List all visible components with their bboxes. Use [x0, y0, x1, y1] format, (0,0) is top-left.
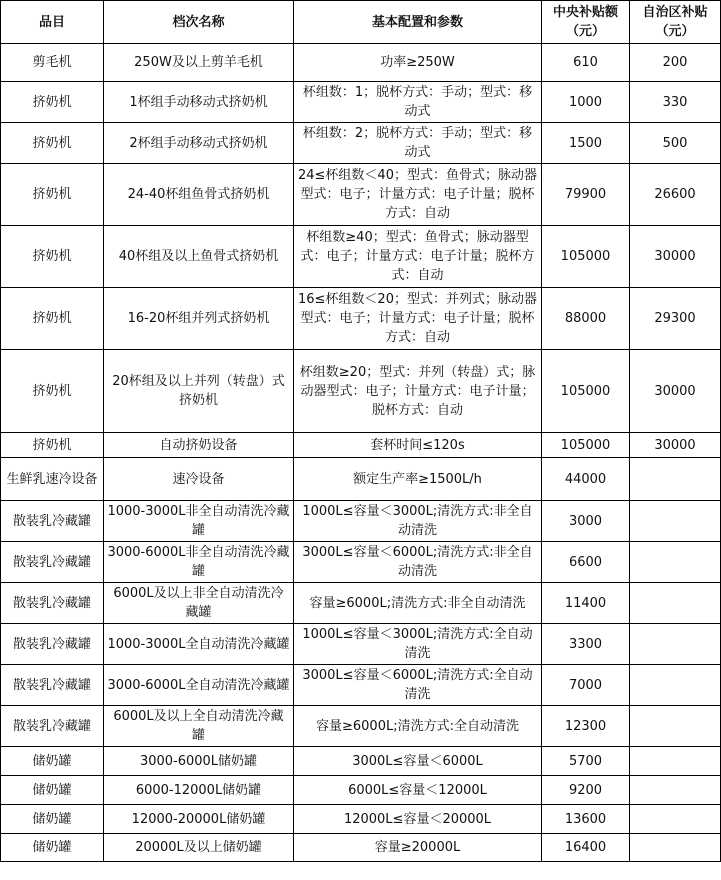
config-cell: 24≤杯组数＜40；型式：鱼骨式；脉动器型式：电子；计量方式：电子计量；脱杯方式：自动 — [294, 164, 542, 226]
region-subsidy-cell — [630, 665, 721, 706]
table-row — [1, 706, 721, 747]
region-subsidy-cell: 330 — [630, 82, 721, 123]
central-subsidy-cell: 6600 — [542, 542, 630, 583]
config-cell: 6000L≤容量＜12000L — [294, 776, 542, 805]
table-row — [1, 665, 721, 706]
central-subsidy-cell: 13600 — [542, 805, 630, 834]
category-cell: 散装乳冷藏罐 — [1, 706, 104, 747]
table-row — [1, 834, 721, 862]
category-cell: 储奶罐 — [1, 747, 104, 776]
grade-name-cell: 1000-3000L全自动清洗冷藏罐 — [104, 624, 294, 665]
category-cell: 散装乳冷藏罐 — [1, 583, 104, 624]
region-subsidy-cell: 26600 — [630, 164, 721, 226]
central-subsidy-cell: 105000 — [542, 350, 630, 433]
table-row — [1, 164, 721, 226]
grade-name-cell: 20000L及以上储奶罐 — [104, 834, 294, 862]
category-cell: 散装乳冷藏罐 — [1, 501, 104, 542]
region-subsidy-cell: 500 — [630, 123, 721, 164]
region-subsidy-cell — [630, 706, 721, 747]
central-subsidy-cell: 105000 — [542, 226, 630, 288]
category-cell: 散装乳冷藏罐 — [1, 624, 104, 665]
config-cell: 套杯时间≤120s — [294, 433, 542, 458]
central-subsidy-cell: 7000 — [542, 665, 630, 706]
table-row — [1, 747, 721, 776]
central-subsidy-cell: 11400 — [542, 583, 630, 624]
config-cell: 容量≥6000L;清洗方式:非全自动清洗 — [294, 583, 542, 624]
central-subsidy-cell: 44000 — [542, 458, 630, 501]
category-cell: 挤奶机 — [1, 164, 104, 226]
grade-name-cell: 3000-6000L非全自动清洗冷藏罐 — [104, 542, 294, 583]
region-subsidy-cell — [630, 776, 721, 805]
header-row — [1, 1, 721, 44]
region-subsidy-cell — [630, 458, 721, 501]
grade-name-cell: 1000-3000L非全自动清洗冷藏罐 — [104, 501, 294, 542]
category-cell: 挤奶机 — [1, 350, 104, 433]
grade-name-cell: 6000-12000L储奶罐 — [104, 776, 294, 805]
category-cell: 剪毛机 — [1, 44, 104, 82]
table-row — [1, 288, 721, 350]
grade-name-cell: 250W及以上剪羊毛机 — [104, 44, 294, 82]
header-region-subsidy: 自治区补贴（元） — [630, 1, 721, 44]
table-row — [1, 82, 721, 123]
central-subsidy-cell: 3300 — [542, 624, 630, 665]
category-cell: 挤奶机 — [1, 226, 104, 288]
category-cell: 挤奶机 — [1, 123, 104, 164]
grade-name-cell: 20杯组及以上并列（转盘）式挤奶机 — [104, 350, 294, 433]
region-subsidy-cell — [630, 747, 721, 776]
region-subsidy-cell: 29300 — [630, 288, 721, 350]
config-cell: 1000L≤容量＜3000L;清洗方式:全自动清洗 — [294, 624, 542, 665]
config-cell: 16≤杯组数＜20；型式：并列式；脉动器型式：电子；计量方式：电子计量；脱杯方式：自动 — [294, 288, 542, 350]
central-subsidy-cell: 88000 — [542, 288, 630, 350]
grade-name-cell: 16-20杯组并列式挤奶机 — [104, 288, 294, 350]
grade-name-cell: 40杯组及以上鱼骨式挤奶机 — [104, 226, 294, 288]
table-row — [1, 44, 721, 82]
header-central-subsidy: 中央补贴额（元） — [542, 1, 630, 44]
header-category: 品目 — [1, 1, 104, 44]
grade-name-cell: 3000-6000L储奶罐 — [104, 747, 294, 776]
config-cell: 容量≥6000L;清洗方式:全自动清洗 — [294, 706, 542, 747]
region-subsidy-cell: 30000 — [630, 350, 721, 433]
region-subsidy-cell — [630, 583, 721, 624]
config-cell: 3000L≤容量＜6000L;清洗方式:全自动清洗 — [294, 665, 542, 706]
central-subsidy-cell: 105000 — [542, 433, 630, 458]
table-row — [1, 776, 721, 805]
table-row — [1, 501, 721, 542]
category-cell: 储奶罐 — [1, 834, 104, 862]
central-subsidy-cell: 79900 — [542, 164, 630, 226]
table-row — [1, 350, 721, 433]
grade-name-cell: 1杯组手动移动式挤奶机 — [104, 82, 294, 123]
table-row — [1, 226, 721, 288]
category-cell: 散装乳冷藏罐 — [1, 542, 104, 583]
category-cell: 挤奶机 — [1, 288, 104, 350]
category-cell: 储奶罐 — [1, 805, 104, 834]
grade-name-cell: 2杯组手动移动式挤奶机 — [104, 123, 294, 164]
config-cell: 3000L≤容量＜6000L — [294, 747, 542, 776]
region-subsidy-cell — [630, 501, 721, 542]
table-row — [1, 805, 721, 834]
region-subsidy-cell: 30000 — [630, 433, 721, 458]
central-subsidy-cell: 1000 — [542, 82, 630, 123]
config-cell: 容量≥20000L — [294, 834, 542, 862]
header-config: 基本配置和参数 — [294, 1, 542, 44]
config-cell: 3000L≤容量＜6000L;清洗方式:非全自动清洗 — [294, 542, 542, 583]
table-row — [1, 624, 721, 665]
category-cell: 挤奶机 — [1, 82, 104, 123]
config-cell: 杯组数≥20；型式：并列（转盘）式；脉动器型式：电子；计量方式：电子计量；脱杯方式：自动 — [294, 350, 542, 433]
central-subsidy-cell: 5700 — [542, 747, 630, 776]
table-row — [1, 583, 721, 624]
table-row — [1, 123, 721, 164]
grade-name-cell: 3000-6000L全自动清洗冷藏罐 — [104, 665, 294, 706]
category-cell: 生鲜乳速冷设备 — [1, 458, 104, 501]
region-subsidy-cell — [630, 805, 721, 834]
config-cell: 12000L≤容量＜20000L — [294, 805, 542, 834]
category-cell: 储奶罐 — [1, 776, 104, 805]
config-cell: 杯组数≥40；型式：鱼骨式；脉动器型式：电子；计量方式：电子计量；脱杯方式：自动 — [294, 226, 542, 288]
config-cell: 杯组数：1；脱杯方式：手动；型式：移动式 — [294, 82, 542, 123]
central-subsidy-cell: 16400 — [542, 834, 630, 862]
grade-name-cell: 6000L及以上非全自动清洗冷藏罐 — [104, 583, 294, 624]
region-subsidy-cell: 30000 — [630, 226, 721, 288]
table-row — [1, 458, 721, 501]
central-subsidy-cell: 12300 — [542, 706, 630, 747]
config-cell: 杯组数：2；脱杯方式：手动；型式：移动式 — [294, 123, 542, 164]
grade-name-cell: 6000L及以上全自动清洗冷藏罐 — [104, 706, 294, 747]
region-subsidy-cell — [630, 542, 721, 583]
config-cell: 功率≥250W — [294, 44, 542, 82]
central-subsidy-cell: 3000 — [542, 501, 630, 542]
grade-name-cell: 24-40杯组鱼骨式挤奶机 — [104, 164, 294, 226]
category-cell: 散装乳冷藏罐 — [1, 665, 104, 706]
central-subsidy-cell: 9200 — [542, 776, 630, 805]
region-subsidy-cell — [630, 624, 721, 665]
central-subsidy-cell: 1500 — [542, 123, 630, 164]
grade-name-cell: 自动挤奶设备 — [104, 433, 294, 458]
header-grade: 档次名称 — [104, 1, 294, 44]
grade-name-cell: 速冷设备 — [104, 458, 294, 501]
table-row — [1, 433, 721, 458]
region-subsidy-cell — [630, 834, 721, 862]
region-subsidy-cell: 200 — [630, 44, 721, 82]
table-row — [1, 542, 721, 583]
category-cell: 挤奶机 — [1, 433, 104, 458]
grade-name-cell: 12000-20000L储奶罐 — [104, 805, 294, 834]
config-cell: 1000L≤容量＜3000L;清洗方式:非全自动清洗 — [294, 501, 542, 542]
central-subsidy-cell: 610 — [542, 44, 630, 82]
config-cell: 额定生产率≥1500L/h — [294, 458, 542, 501]
